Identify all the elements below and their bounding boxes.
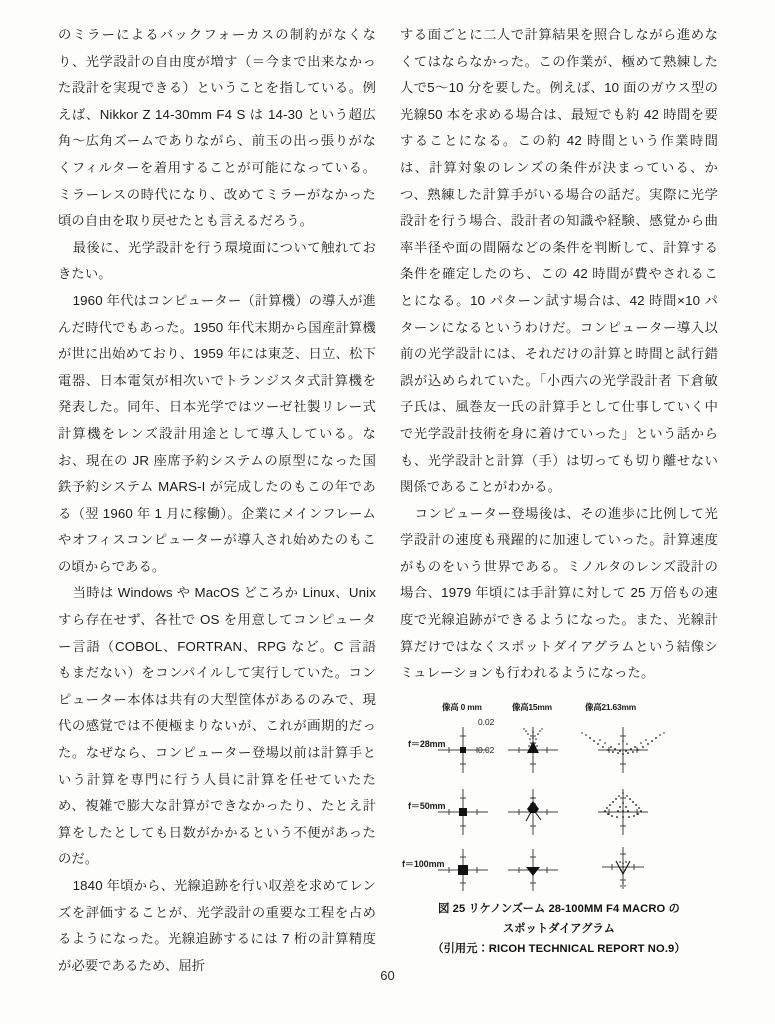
spot-cell-f28-h0 — [430, 723, 496, 777]
figure-row-label-f50: f＝50mm — [408, 800, 446, 811]
paragraph: 当時は Windows や MacOS どころか Linux、Unix すら存在せず、各社で OS を用意してコンピューター言語（COBOL、FORTRAN、RPG など。C 言語もまだない）をコンパイルして実行していた。コンピューター本体は共有の大型筐体があるのみで、現代の感覚では不便極まりないが、これが画期的だった。なぜなら、コンピューター登場以前は計算手という計算を専門に行う人員に計算を任せていたため、複雑で膨大な計算ができなかったり、たとえ計算をしたとしても日数がかかるという不便があったのだ。 — [58, 585, 376, 867]
figure-caption-line-2: スポットダイアグラム — [503, 922, 615, 935]
figure-spot-diagram — [400, 701, 718, 959]
figure-scale-label-bottom: 0.02 — [478, 744, 495, 755]
paragraph: 最後に、光学設計を行う環境面について触れておきたい。 — [58, 239, 376, 282]
spot-cell-f100-h21 — [568, 843, 688, 897]
spot-cell-f28-h21 — [568, 723, 688, 777]
figure-scale-label-top: 0.02 — [478, 716, 495, 727]
figure-column-header-image-height-0: 像高 0 mm — [442, 701, 482, 712]
figure-caption-line-3: （引用元：RICOH TECHNICAL REPORT NO.9） — [432, 942, 686, 955]
spot-cell-f28-h15 — [500, 723, 566, 777]
paragraph: 1960 年代はコンピューター（計算機）の導入が進んだ時代でもあった。1950 年代末期から国産計算機が世に出始めており、1959 年には東芝、日立、松下電器、日本電気が相次いでトランジスタ式計算機を発表した。同年、日本光学ではツーゼ社製リレー式計算機をレンズ設計用途として導入している。なお、現在の JR 座席予約システムの原型になった国鉄予約システム MARS-I が完成したのもこの年である（翌 1960 年 1 月に稼働）。企業にメインフレームやオフィスコンピューターが導入され始めたのもこの頃からである。 — [58, 292, 376, 574]
two-column-body — [58, 22, 718, 972]
figure-row-label-f100: f＝100mm — [402, 858, 445, 869]
paragraph: のミラーによるバックフォーカスの制約がなくなり、光学設計の自由度が増す（＝今まで出来なかった設計を実現できる）ということを指している。例えば、Nikkor Z 14-30mm F4 S は 14-30 という超広角〜広角ズームでありながら、前玉の出っ張りがなくフィルターを着用することが可能になっている。ミラーレスの時代になり、改めてミラーがなかった頃の自由を取り戻せたとも言えるだろう。 — [58, 27, 376, 229]
spot-diagram-grid — [400, 701, 718, 897]
spot-cell-f100-h0 — [430, 843, 496, 897]
figure-column-header-image-height-21: 像高21.63mm — [585, 701, 637, 712]
paragraph: する面ごとに二人で計算結果を照合しながら進めなくてはならなかった。この作業が、極めて熟練した人で5〜10 分を要した。例えば、10 面のガウス型の光線50 本を求める場合は、最短でも約 42 時間を要することになる。この約 42 時間という作業時間は、計算対象のレンズの条件が決まっている、かつ、熟練した計算手がいる場合の話だ。実際に光学設計を行う場合、設計者の知識や経験、感覚から曲率半径や面の間隔などの条件を判断して、計算する条件を確定したのち、この 42 時間が費やされることになる。10 パターン試す場合は、42 時間×10 パターンになるというわけだ。コンピューター導入以前の光学設計には、それだけの計算と時間と試行錯誤が込められていた。「小西六の光学設計者 下倉敏子氏は、風巻友一氏の計算手として仕事していく中で光学設計技術を身に着けていった」という話からも、光学設計と計算（手）は切っても切り離せない関係であることがわかる。 — [400, 27, 718, 495]
spot-cell-f50-h15 — [500, 785, 566, 839]
right-column — [400, 22, 718, 972]
spot-cell-f50-h0 — [430, 785, 496, 839]
figure-column-header-image-height-15: 像高15mm — [512, 701, 552, 712]
figure-caption-line-1: 図 25 リケノンズーム 28-100MM F4 MACRO の — [438, 902, 680, 915]
figure-row-label-f28: f＝28mm — [408, 738, 446, 749]
spot-cell-f50-h21 — [568, 785, 688, 839]
page-number: 60 — [380, 968, 395, 983]
spot-cell-f100-h15 — [500, 843, 566, 897]
paragraph: コンピューター登場後は、その進歩に比例して光学設計の速度も飛躍的に加速していった。計算速度がものをいう世界である。ミノルタのレンズ設計の場合、1979 年頃には手計算に対して 25 万倍もの速度で光線追跡ができるようになった。また、光線計算だけではなくスポットダイアグラムという結像シミュレーションも行われるようになった。 — [400, 505, 718, 681]
paragraph: 1840 年頃から、光線追跡を行い収差を求めてレンズを評価することが、光学設計の重要な工程を占めるようになった。光線追跡するには 7 桁の計算精度が必要であるため、屈折 — [58, 878, 376, 973]
figure-caption — [400, 899, 718, 959]
left-column — [58, 22, 376, 972]
